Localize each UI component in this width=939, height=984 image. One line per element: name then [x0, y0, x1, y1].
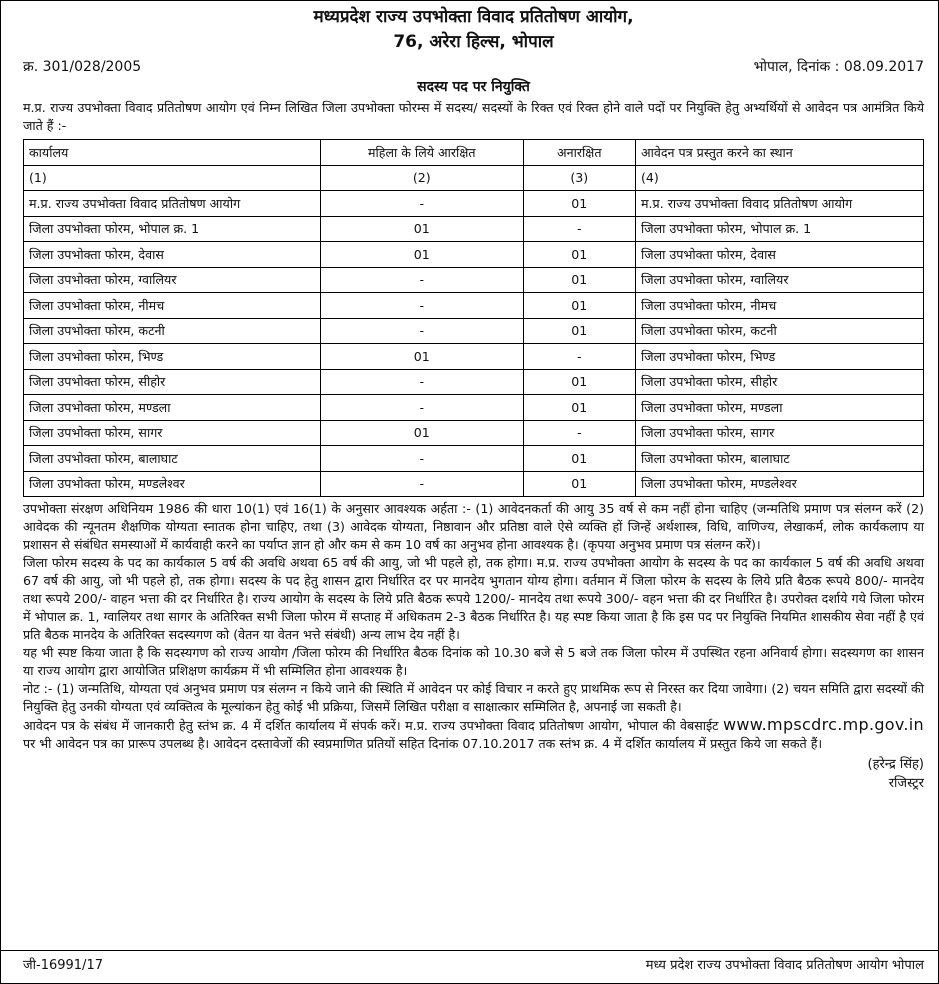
- vacancy-table: [23, 139, 924, 497]
- cell-unreserved: -: [523, 216, 636, 242]
- table-row: [24, 395, 924, 421]
- cell-office: जिला उपभोक्ता फोरम, देवास: [24, 242, 321, 268]
- header-office: कार्यालय: [24, 140, 321, 166]
- cell-unreserved: 01: [523, 242, 636, 268]
- tenure-paragraph: जिला फोरम सदस्य के पद का कार्यकाल 5 वर्ष की अवधि अथवा 65 वर्ष की आयु, जो भी पहले हो, तक होगा। म.प्र. राज्य उपभोक्ता आयोग के सदस्य के पद का कार्यकाल 5 वर्ष की अवधि अथवा 67 वर्ष की आयु, जो भी पहले हो, तक होगा। सदस्य के पद हेतु शासन द्वारा निर्धारित दर पर मानदेय भुगतान योग्य होगा। वर्तमान में जिला फोरम के सदस्य के लिये प्रति बैठक रूपये 800/- मानदेय तथा रूपये 200/- वाहन भत्ता की दर निर्धारित है। राज्य आयोग के सदस्य के लिये प्रति बैठक रूपये 1200/- मानदेय तथा रूपये 300/- वहन भत्ता की दर निर्धारित है। उपरोक्त दर्शाये गये जिला फोरम में भोपाल क्र. 1, ग्वालियर तथा सागर के अतिरिक्त सभी जिला फोरम में सप्ताह में अधिकतम 2-3 बैठक निर्धारित है। यह स्पष्ट किया जाता है कि इस पद पर नियुक्ति नियमित शासकीय सेवा नहीं है एवं प्रति बैठक मानदेय के अतिरिक्त सदस्यगण को (वेतन या वेतन भत्ते संबंधी) अन्य लाभ देय नहीं है।: [23, 555, 924, 642]
- cell-women: -: [321, 395, 524, 421]
- cell-place: जिला उपभोक्ता फोरम, नीमच: [636, 293, 924, 319]
- cell-place: जिला उपभोक्ता फोरम, सीहोर: [636, 369, 924, 395]
- cell-office: जिला उपभोक्ता फोरम, नीमच: [24, 293, 321, 319]
- footer: [23, 957, 924, 975]
- col-number-4: (4): [636, 165, 924, 191]
- signature-block: [23, 755, 924, 793]
- application-info-paragraph: [23, 716, 924, 753]
- cell-office: जिला उपभोक्ता फोरम, ग्वालियर: [24, 267, 321, 293]
- cell-office: जिला उपभोक्ता फोरम, भोपाल क्र. 1: [24, 216, 321, 242]
- cell-women: 01: [321, 216, 524, 242]
- cell-place: जिला उपभोक्ता फोरम, बालाघाट: [636, 446, 924, 472]
- cell-office: म.प्र. राज्य उपभोक्ता विवाद प्रतितोषण आयोग: [24, 191, 321, 217]
- cell-unreserved: 01: [523, 293, 636, 319]
- signatory-designation: रजिस्ट्रर: [888, 776, 924, 791]
- cell-office: जिला उपभोक्ता फोरम, मण्डला: [24, 395, 321, 421]
- reference-line: [23, 57, 924, 77]
- cell-unreserved: 01: [523, 395, 636, 421]
- table-row: [24, 267, 924, 293]
- footer-divider: [1, 950, 938, 951]
- website-link[interactable]: www.mpscdrc.mp.gov.in: [722, 715, 924, 734]
- cell-place: जिला उपभोक्ता फोरम, मण्डला: [636, 395, 924, 421]
- cell-office: जिला उपभोक्ता फोरम, सीहोर: [24, 369, 321, 395]
- table-row: [24, 471, 924, 497]
- cell-unreserved: 01: [523, 318, 636, 344]
- col-number-1: (1): [24, 165, 321, 191]
- cell-office: जिला उपभोक्ता फोरम, मण्डलेश्वर: [24, 471, 321, 497]
- table-row: [24, 293, 924, 319]
- note-paragraph: नोट :- (1) जन्मतिथि, योग्यता एवं अनुभव प्रमाण पत्र संलग्न न किये जाने की स्थिति में आवेदन पर कोई विचार न करते हुए प्राथमिक रूप से निरस्त कर दिया जावेगा। (2) चयन समिति द्वारा सदस्यों की नियुक्ति हेतु उनकी योग्यता एवं व्यक्तित्व के मूल्यांकन हेतु कोई भी प्रक्रिया, जिसमें लिखित परीक्षा व साक्षात्कार सम्मिलित है, अपनाई जा सकती है।: [23, 681, 924, 714]
- notice-date: भोपाल, दिनांक : 08.09.2017: [753, 59, 924, 75]
- header-unreserved: अनारक्षित: [523, 140, 636, 166]
- header-women-reserved: महिला के लिये आरक्षित: [321, 140, 524, 166]
- cell-place: जिला उपभोक्ता फोरम, मण्डलेश्वर: [636, 471, 924, 497]
- table-row: [24, 344, 924, 370]
- application-deadline-text: पर भी आवेदन पत्र का प्रारूप उपलब्ध है। आवेदन दस्तावेजों की स्वप्रमाणित प्रतियों सहित दिनांक 07.10.2017 तक स्तंभ क्र. 4 में दर्शित कार्यालय में प्रस्तुत किये जा सकते हैं।: [23, 736, 823, 751]
- cell-women: 01: [321, 242, 524, 268]
- cell-unreserved: 01: [523, 369, 636, 395]
- cell-women: -: [321, 369, 524, 395]
- intro-paragraph: म.प्र. राज्य उपभोक्ता विवाद प्रतितोषण आयोग एवं निम्न लिखित जिला उपभोक्ता फोरम्स में सदस्य/ सदस्यों के रिक्त एवं रिक्त होने वाले पदों पर नियुक्ति हेतु अभ्यर्थियों से आवेदन पत्र आमंत्रित किये जाते हैं :-: [23, 100, 924, 133]
- table-header-row: [24, 140, 924, 166]
- table-row: [24, 369, 924, 395]
- cell-unreserved: 01: [523, 471, 636, 497]
- cell-place: जिला उपभोक्ता फोरम, भोपाल क्र. 1: [636, 216, 924, 242]
- table-column-number-row: [24, 165, 924, 191]
- cell-women: -: [321, 191, 524, 217]
- attendance-paragraph: यह भी स्पष्ट किया जाता है कि सदस्यगण को राज्य आयोग /जिला फोरम की निर्धारित बैठक दिनांक को 10.30 बजे से 5 बजे तक जिला फोरम में उपस्थित रहना अनिवार्य होगा। सदस्यगण का शासन या राज्य आयोग द्वारा आयोजित प्रशिक्षण कार्यक्रम में भी सम्मिलित होना आवश्यक है।: [23, 645, 924, 678]
- cell-office: जिला उपभोक्ता फोरम, कटनी: [24, 318, 321, 344]
- cell-place: जिला उपभोक्ता फोरम, भिण्ड: [636, 344, 924, 370]
- cell-place: जिला उपभोक्ता फोरम, कटनी: [636, 318, 924, 344]
- org-title-line1: मध्यप्रदेश राज्य उपभोक्ता विवाद प्रतितोषण आयोग,: [313, 7, 634, 27]
- cell-place: म.प्र. राज्य उपभोक्ता विवाद प्रतितोषण आयोग: [636, 191, 924, 217]
- cell-unreserved: 01: [523, 191, 636, 217]
- notice-subject: सदस्य पद पर नियुक्ति: [417, 79, 530, 95]
- col-number-2: (2): [321, 165, 524, 191]
- eligibility-paragraph: उपभोक्ता संरक्षण अधिनियम 1986 की धारा 10(1) एवं 16(1) के अनुसार आवश्यक अर्हता :- (1) आवेदनकर्ता की आयु 35 वर्ष से कम नहीं होना चाहिए (जन्मतिथि प्रमाण पत्र संलग्न करें (2) आवेदक की न्यूनतम शैक्षणिक योग्यता स्नातक होना चाहिए, तथा (3) आवेदक योग्यता, निष्ठावान और प्रतिष्ठा वाले ऐसे व्यक्ति हों जिन्हें अर्थशास्त्र, विधि, वाणिज्य, लेखाकर्म, लोक कार्यकलाप या प्रशासन से संबंधित समस्याओं में कार्यवाही करने का पर्याप्त ज्ञान हो और कम से कम 10 वर्ष का अनुभव होना आवश्यक है। (कृपया अनुभव प्रमाण पत्र संलग्न करें)।: [23, 501, 924, 552]
- cell-place: जिला उपभोक्ता फोरम, सागर: [636, 420, 924, 446]
- footer-organization: मध्य प्रदेश राज्य उपभोक्ता विवाद प्रतितोषण आयोग भोपाल: [645, 958, 924, 973]
- cell-place: जिला उपभोक्ता फोरम, देवास: [636, 242, 924, 268]
- cell-unreserved: -: [523, 420, 636, 446]
- cell-women: -: [321, 318, 524, 344]
- table-row: [24, 242, 924, 268]
- cell-unreserved: 01: [523, 446, 636, 472]
- cell-women: -: [321, 267, 524, 293]
- vacancy-table-body: [24, 191, 924, 497]
- cell-women: -: [321, 471, 524, 497]
- table-row: [24, 191, 924, 217]
- table-row: [24, 446, 924, 472]
- cell-women: -: [321, 293, 524, 319]
- table-row: [24, 318, 924, 344]
- signatory-name: (हरेन्द्र सिंह): [867, 757, 924, 772]
- cell-women: 01: [321, 344, 524, 370]
- cell-office: जिला उपभोक्ता फोरम, बालाघाट: [24, 446, 321, 472]
- org-title-line2: 76, अरेरा हिल्स, भोपाल: [393, 32, 554, 52]
- cell-office: जिला उपभोक्ता फोरम, भिण्ड: [24, 344, 321, 370]
- table-row: [24, 420, 924, 446]
- cell-place: जिला उपभोक्ता फोरम, ग्वालियर: [636, 267, 924, 293]
- col-number-3: (3): [523, 165, 636, 191]
- cell-unreserved: -: [523, 344, 636, 370]
- cell-office: जिला उपभोक्ता फोरम, सागर: [24, 420, 321, 446]
- cell-women: 01: [321, 420, 524, 446]
- application-info-text: आवेदन पत्र के संबंध में जानकारी हेतु स्तंभ क्र. 4 में दर्शित कार्यालय में संपर्क करें। म.प्र. राज्य उपभोक्ता विवाद प्रतितोषण आयोग, भोपाल की वेबसाईट: [23, 718, 719, 733]
- cell-women: -: [321, 446, 524, 472]
- reference-number: क्र. 301/028/2005: [23, 59, 142, 75]
- header-submission-place: आवेदन पत्र प्रस्तुत करने का स्थान: [636, 140, 924, 166]
- cell-unreserved: 01: [523, 267, 636, 293]
- footer-code: जी-16991/17: [23, 958, 103, 973]
- table-row: [24, 216, 924, 242]
